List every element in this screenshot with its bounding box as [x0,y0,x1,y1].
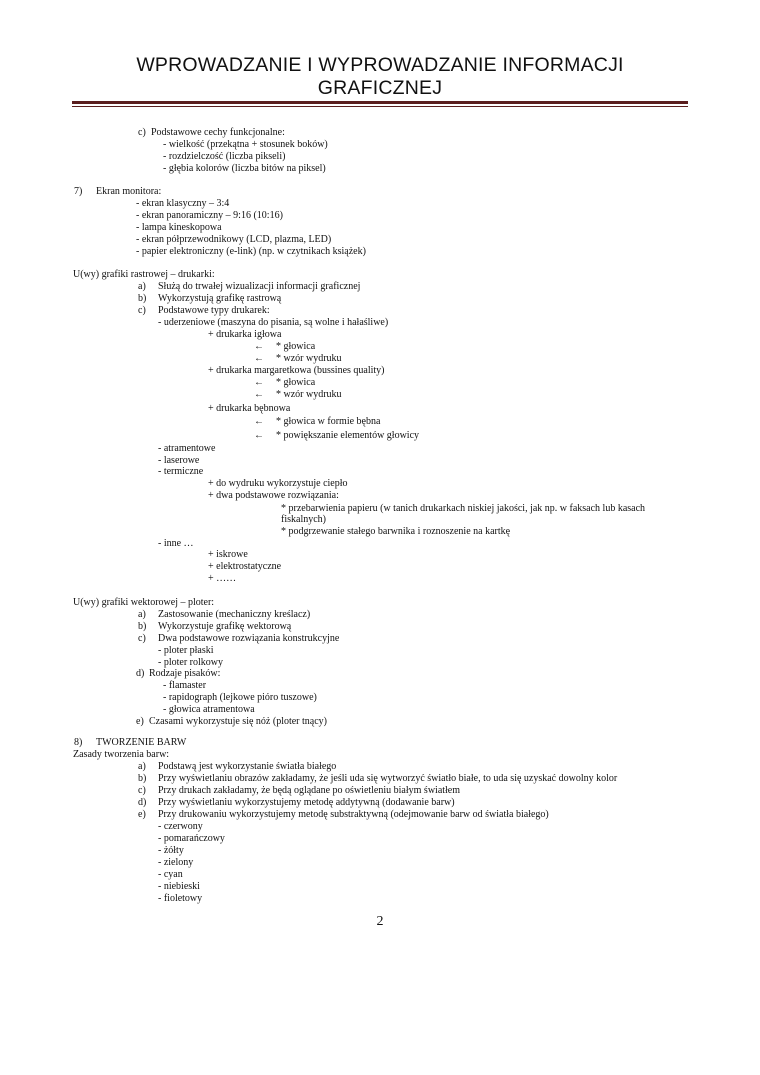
text-line: Podstawowe cechy funkcjonalne: [151,127,285,138]
text-line: * głowica [276,377,316,388]
text-line: Dwa podstawowe rozwiązania konstrukcyjne [158,633,340,644]
page-header [72,54,688,100]
text-line: - czerwony [158,821,203,832]
list-marker: a) [138,281,146,292]
text-line: - ploter płaski [158,645,214,656]
text-line: * przebarwienia papieru (w tanich drukarkach niskiej jakości, jak np. w faksach lub kasach [281,503,646,514]
text-line: - pomarańczowy [158,833,225,844]
list-marker: c) [138,633,146,644]
header-rule-thick [72,101,688,104]
left-arrow-icon: ← [254,353,264,364]
text-line: Czasami wykorzystuje się nóż (ploter tnący) [149,716,327,727]
text-line: Służą do trwałej wizualizacji informacji graficznej [158,281,361,292]
text-line: - inne … [158,538,194,549]
text-line: - fioletowy [158,893,203,904]
text-line: - ekran panoramiczny – 9:16 (10:16) [136,210,283,221]
text-line: - zielony [158,857,194,868]
left-arrow-icon: ← [254,377,264,388]
list-marker: c) [138,785,146,796]
list-marker: b) [138,621,147,632]
text-line: - głębia kolorów (liczba bitów na piksel) [163,163,326,174]
list-marker: a) [138,609,146,620]
list-marker: b) [138,293,147,304]
text-line: - ekran półprzewodnikowy (LCD, plazma, LED) [136,234,332,245]
text-line: - wielkość (przekątna + stosunek boków) [163,139,328,150]
text-line: + drukarka bębnowa [208,403,291,414]
text-line: - żółty [158,845,184,856]
text-line: - papier elektroniczny (e-link) (np. w czytnikach książek) [136,246,366,257]
text-line: + iskrowe [208,549,248,560]
text-line: - laserowe [158,455,200,466]
text-line: Zastosowanie (mechaniczny kreślacz) [158,609,311,620]
list-marker: d) [138,797,147,808]
header-rule-thin [72,106,688,107]
text-line: U(wy) grafiki rastrowej – drukarki: [73,269,215,280]
text-line: + elektrostatyczne [208,561,282,572]
text-line: - atramentowe [158,443,216,454]
list-marker: c) [138,127,146,138]
text-line: - niebieski [158,881,200,892]
left-arrow-icon: ← [254,416,264,427]
text-line: - cyan [158,869,183,880]
text-line: fiskalnych) [281,514,326,525]
text-line: - termiczne [158,466,204,477]
text-line: - uderzeniowe (maszyna do pisania, są wolne i hałaśliwe) [158,317,389,328]
text-line: Rodzaje pisaków: [149,668,221,679]
text-line: * wzór wydruku [276,389,342,400]
list-marker: a) [138,761,146,772]
text-line: Przy drukowaniu wykorzystujemy metodę substraktywną (odejmowanie barw od światła białego) [158,809,549,820]
text-line: - ekran klasyczny – 3:4 [136,198,230,209]
text-line: * głowica [276,341,316,352]
text-line: Przy wyświetlaniu obrazów zakładamy, że jeśli uda się wytworzyć światło białe, to uda się uzyskać dowolny kolor [158,773,618,784]
text-line: + …… [208,573,237,584]
text-line: + drukarka igłowa [208,329,282,340]
text-line: - głowica atramentowa [163,704,255,715]
list-marker: e) [136,716,144,727]
text-line: Ekran monitora: [96,186,162,197]
text-line: Podstawowe typy drukarek: [158,305,270,316]
text-line: Wykorzystuje grafikę wektorową [158,621,292,632]
text-line: Zasady tworzenia barw: [73,749,170,760]
text-line: * podgrzewanie stałego barwnika i roznoszenie na kartkę [281,526,511,537]
list-marker: d) [136,668,145,679]
text-line: + drukarka margaretkowa (bussines quality) [208,365,385,376]
text-line: Wykorzystują grafikę rastrową [158,293,282,304]
text-line: + do wydruku wykorzystuje ciepło [208,478,348,489]
text-line: - ploter rolkowy [158,657,223,668]
text-line: TWORZENIE BARW [96,737,187,748]
page-title-line-2: GRAFICZNEJ [317,77,443,99]
text-line: * wzór wydruku [276,353,342,364]
text-line: Przy drukach zakładamy, że będą oglądane po oświetleniu białym światłem [158,785,461,796]
list-marker: c) [138,305,146,316]
text-line: * głowica w formie bębna [276,416,381,427]
text-line: - lampa kineskopowa [136,222,222,233]
page-title-line-1: WPROWADZANIE I WYPROWADZANIE INFORMACJI [136,54,624,76]
left-arrow-icon: ← [254,341,264,352]
list-marker: b) [138,773,147,784]
left-arrow-icon: ← [254,430,264,441]
list-marker: 8) [74,737,83,748]
list-marker: e) [138,809,146,820]
text-line: - rapidograph (lejkowe pióro tuszowe) [163,692,317,703]
text-line: Przy wyświetlaniu wykorzystujemy metodę addytywną (dodawanie barw) [158,797,455,808]
page-number: 2 [376,914,384,929]
left-arrow-icon: ← [254,389,264,400]
text-line: Podstawą jest wykorzystanie światła białego [158,761,337,772]
list-marker: 7) [74,186,83,197]
text-line: U(wy) grafiki wektorowej – ploter: [73,597,215,608]
text-line: + dwa podstawowe rozwiązania: [208,490,339,501]
text-line: * powiększanie elementów głowicy [276,430,420,441]
text-line: - flamaster [163,680,207,691]
text-line: - rozdzielczość (liczba pikseli) [163,151,286,162]
